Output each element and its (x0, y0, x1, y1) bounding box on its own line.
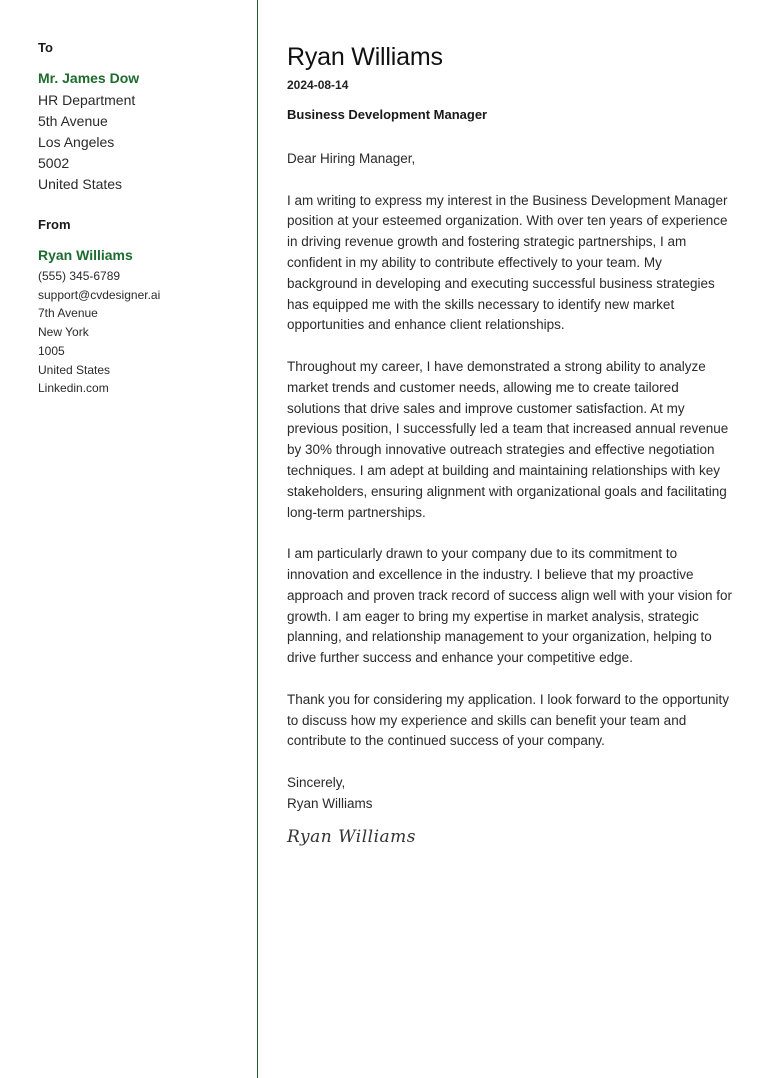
closing-phrase: Sincerely, (287, 774, 346, 790)
sender-country: United States (38, 362, 111, 377)
vertical-divider (257, 0, 258, 1078)
recipient-block (38, 69, 243, 195)
sender-street: 7th Avenue (38, 306, 98, 321)
sender-name: Ryan Williams (38, 247, 133, 263)
letter-date: 2024-08-14 (287, 78, 349, 92)
recipient-country: United States (38, 176, 123, 192)
from-label: From (38, 217, 71, 232)
sender-postal-code: 1005 (38, 343, 65, 358)
sender-email: support@cvdesigner.ai (38, 287, 161, 302)
job-title: Business Development Manager (287, 107, 488, 122)
sidebar (38, 40, 243, 398)
letter-closing (287, 773, 732, 815)
recipient-city: Los Angeles (38, 134, 115, 150)
letter-greeting: Dear Hiring Manager, (287, 151, 416, 166)
recipient-street: 5th Avenue (38, 113, 108, 129)
handwritten-signature: Ryan Williams (287, 826, 416, 847)
recipient-name: Mr. James Dow (38, 70, 140, 86)
to-label: To (38, 40, 53, 55)
sender-linkedin: Linkedin.com (38, 381, 109, 396)
letter-main (287, 42, 732, 847)
letter-paragraph: Thank you for considering my application. I look forward to the opportunity to discuss how my experience and skills can benefit your team and contribute to the continued success of your company. (287, 691, 729, 749)
letter-paragraph: I am particularly drawn to your company due to its commitment to innovation and excellence in the industry. I believe that my proactive approach and proven track record of success align well with your vision for growth. I am eager to bring my expertise in market analysis, strategic planning, and relationship management to your organization, helping to drive further success and enhance your competitive edge. (287, 546, 732, 666)
recipient-department: HR Department (38, 92, 136, 108)
letter-paragraph: I am writing to express my interest in the Business Development Manager position at your esteemed organization. With over ten years of experience in driving revenue growth and fostering strategic partnerships, I am confident in my ability to contribute effectively to your team. My background in developing and executing successful business strategies has equipped me with the skills necessary to identify new market opportunities and enhance client relationships. (287, 192, 728, 333)
sender-block (38, 246, 243, 398)
header-name: Ryan Williams (287, 43, 443, 71)
letter-paragraph: Throughout my career, I have demonstrated a strong ability to analyze market trends and customer needs, allowing me to create tailored solutions that drive sales and improve customer satisfaction. At my previous position, I successfully led a team that increased annual revenue by 30% through innovative outreach strategies and effective negotiation techniques. I am adept at building and maintaining relationships with key stakeholders, ensuring alignment with organizational goals and facilitating long-term partnerships. (287, 358, 729, 520)
sender-city: New York (38, 325, 89, 340)
closing-name: Ryan Williams (287, 795, 373, 811)
recipient-postal-code: 5002 (38, 155, 70, 171)
sender-phone: (555) 345-6789 (38, 269, 121, 283)
